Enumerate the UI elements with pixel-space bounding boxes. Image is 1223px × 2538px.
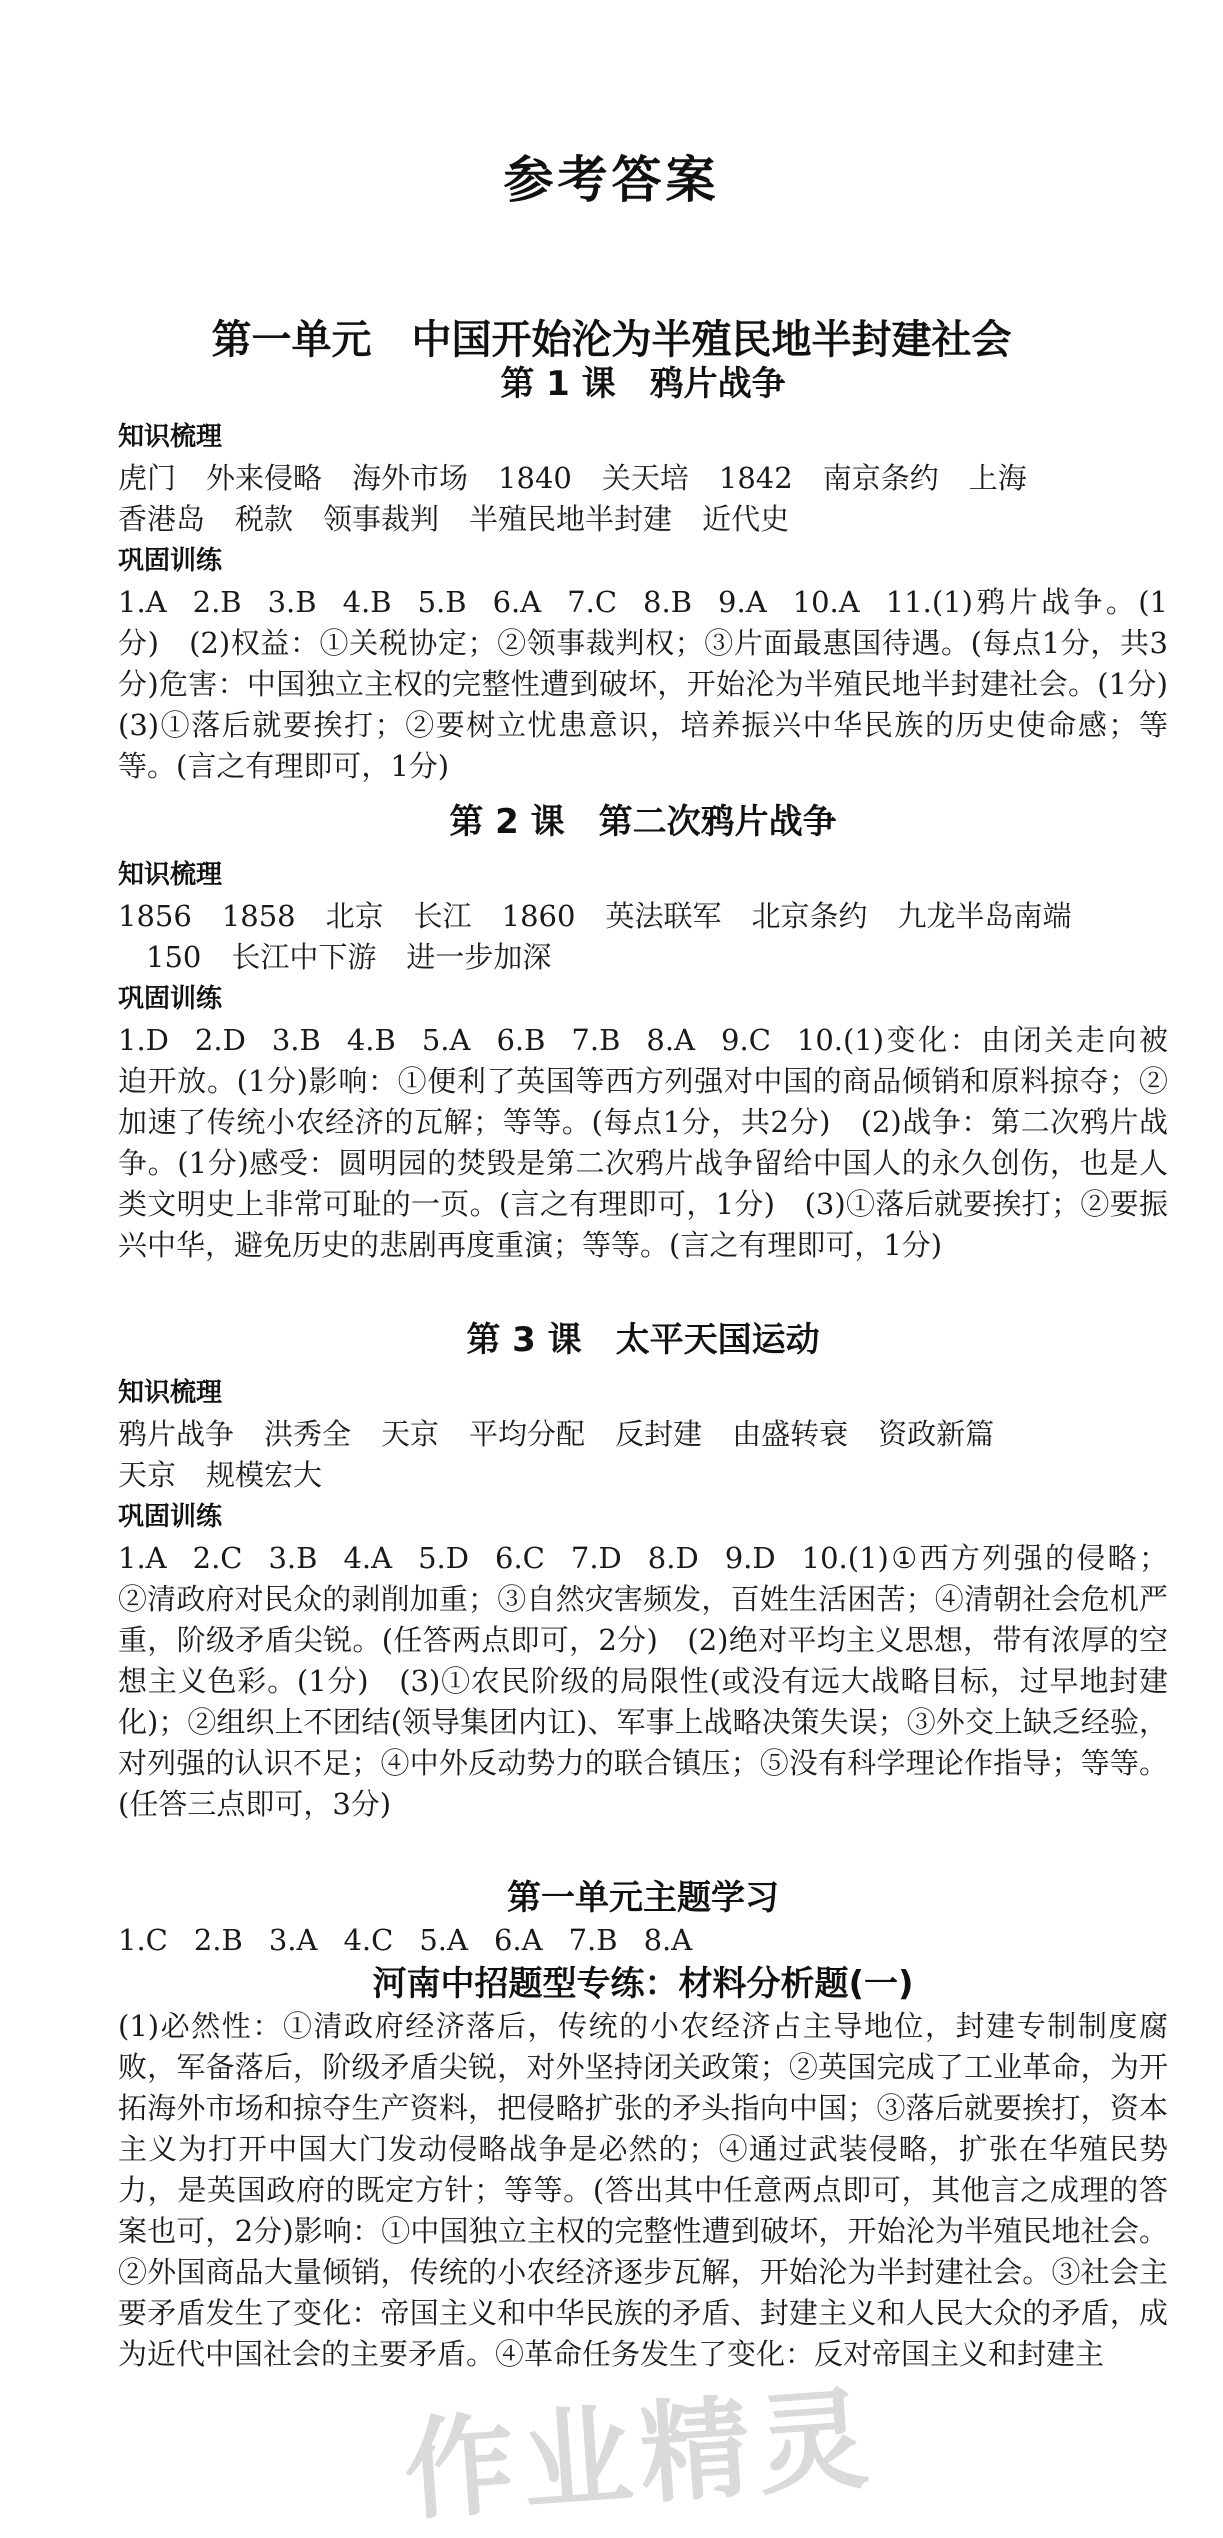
theme-study-title: 第一单元主题学习: [507, 1878, 779, 1918]
mc-answer: 3.B: [267, 585, 317, 619]
keyword: 150: [146, 940, 202, 974]
mc-answer: 8.D: [647, 1541, 699, 1575]
lesson-3-keywords-line2: [118, 1455, 1168, 1496]
keyword: 1840: [498, 461, 572, 495]
lesson-3-title: 第 3 课 太平天国运动: [466, 1320, 820, 1360]
lesson-2-title: 第 2 课 第二次鸦片战争: [449, 802, 837, 842]
keyword: 九龙半岛南端: [897, 899, 1072, 933]
mc-answer: 7.B: [568, 1923, 618, 1957]
mc-answer: 2.B: [193, 1923, 243, 1957]
mc-answer: 2.D: [194, 1023, 246, 1057]
mc-answer: 6.A: [492, 585, 542, 619]
mc-answer: 7.B: [571, 1023, 621, 1057]
mc-answer: 4.A: [343, 1541, 393, 1575]
lesson-3-section: [118, 1318, 1168, 1825]
mc-answer: 5.A: [419, 1923, 468, 1957]
lesson-2-section: [118, 800, 1168, 1266]
mc-answer: 2.B: [192, 585, 242, 619]
henan-answer-text: (1)必然性：①清政府经济落后，传统的小农经济占主导地位，封建专制制度腐败，军备落后，阶级矛盾尖锐，对外坚持闭关政策；②英国完成了工业革命，为开拓海外市场和掠夺生产资料，把侵略扩张的矛头指向中国；③落后就要挨打，资本主义为打开中国大门发动侵略战争是必然的；④通过武装侵略，扩张在华殖民势力，是英国政府的既定方针；等等。(答出其中任意两点即可，其他言之成理的答案也可，2分)影响：①中国独立主权的完整性遭到破坏，开始沦为半殖民地社会。②外国商品大量倾销，传统的小农经济逐步瓦解，开始沦为半封建社会。③社会主要矛盾发生了变化：帝国主义和中华民族的矛盾、封建主义和人民大众的矛盾，成为近代中国社会的主要矛盾。④革命任务发生了变化：反对帝国主义和封建主: [118, 2009, 1168, 2371]
mc-answer: 6.A: [493, 1923, 543, 1957]
q11-answer: 11.(1)鸦片战争。(1分) (2)权益：①关税协定；②领事裁判权；③片面最惠国待遇。(每点1分，共3分)危害：中国独立主权的完整性遭到破坏，开始沦为半殖民地半封建社会。(1分) (3)①落后就要挨打；②要树立忧患意识，培养振兴中华民族的历史使命感；等等。(言之有理即可，1分): [118, 585, 1198, 783]
keyword: 平均分配: [469, 1417, 586, 1451]
lesson-3-keywords-line1: [118, 1414, 1168, 1455]
keyword: 虎门: [118, 461, 177, 495]
keyword: 1860: [501, 899, 576, 933]
lesson-1-title: 第 1 课 鸦片战争: [500, 364, 786, 404]
mc-answer: 3.A: [268, 1923, 318, 1957]
mc-answer: 5.D: [418, 1541, 470, 1575]
keyword: 北京: [325, 899, 384, 933]
mc-answer: 5.A: [421, 1023, 471, 1057]
lesson-1-keywords-line1: [118, 458, 1168, 499]
lesson-1-keywords-line2: [118, 499, 1168, 540]
mc-answer: 4.B: [342, 585, 392, 619]
lesson-2-answers: [118, 1020, 1168, 1266]
keyword: 资政新篇: [878, 1417, 995, 1451]
q10-answer: 10.(1)变化：由闭关走向被迫开放。(1分)影响：①便利了英国等西方列强对中国的商品倾销和原料掠夺；②加速了传统小农经济的瓦解；等等。(每点1分，共2分) (2)战争：第二次鸦片战争。(1分)感受：圆明园的焚毁是第二次鸦片战争留给中国人的永久创伤，也是人类文明史上非常可耻的一页。(言之有理即可，1分) (3)①落后就要挨打；②要振兴中华，避免历史的悲剧再度重演；等等。(言之有理即可，1分): [118, 1023, 1168, 1262]
keyword: 1858: [221, 899, 296, 933]
keyword: 上海: [968, 461, 1027, 495]
theme-study-section: [118, 1876, 1168, 1961]
mc-answer: 9.C: [721, 1023, 771, 1057]
keyword: 长江: [413, 899, 472, 933]
unit-title: 第一单元 中国开始沦为半殖民地半封建社会: [211, 317, 1012, 363]
mc-answer: 4.C: [343, 1923, 394, 1957]
mc-answer: 9.A: [718, 585, 767, 619]
mc-answer: 7.D: [570, 1541, 622, 1575]
lesson-1-answers: [118, 582, 1198, 787]
keyword: 洪秀全: [264, 1417, 352, 1451]
q10-answer: 10.(1)①西方列强的侵略；②清政府对民众的剥削加重；③自然灾害频发，百姓生活困苦；④清朝社会危机严重，阶级矛盾尖锐。(任答两点即可，2分) (2)绝对平均主义思想，带有浓厚的空想主义色彩。(1分) (3)①农民阶级的局限性(或没有远大战略目标，过早地封建化)；②组织上不团结(领导集团内讧)、军事上战略决策失误；③外交上缺乏经验，对列强的认识不足；④中外反动势力的联合镇压；⑤没有科学理论作指导；等等。(任答三点即可，3分): [118, 1541, 1168, 1821]
mc-answer: 3.B: [268, 1541, 318, 1575]
page-title: 参考答案: [503, 151, 720, 209]
mc-answer: 1.A: [118, 1541, 167, 1575]
keyword: 税款: [235, 502, 294, 536]
keyword: 近代史: [702, 502, 790, 536]
theme-study-answers: [118, 1920, 1168, 1961]
keyword: 1842: [718, 461, 793, 495]
keyword: 规模宏大: [206, 1458, 323, 1492]
mc-answer: 10.A: [792, 585, 860, 619]
lesson-2-keywords-line2: [118, 937, 1168, 978]
keyword: 海外市场: [352, 461, 469, 495]
lesson-3-answers: [118, 1538, 1168, 1825]
keyword: 反封建: [615, 1417, 703, 1451]
mc-answer: 8.A: [646, 1023, 696, 1057]
mc-answer: 1.A: [118, 585, 167, 619]
keyword: 外来侵略: [206, 461, 323, 495]
mc-answer: 6.C: [495, 1541, 545, 1575]
lesson-3-gonggu-head: 巩固训练: [118, 1502, 223, 1532]
mc-answer: 6.B: [496, 1023, 546, 1057]
henan-title: 河南中招题型专练：材料分析题(一): [372, 1964, 914, 2004]
keyword: 英法联军: [605, 899, 722, 933]
mc-answer: 7.C: [567, 585, 618, 619]
keyword: 1856: [118, 899, 192, 933]
keyword: 长江中下游: [231, 940, 377, 974]
mc-answer: 8.B: [643, 585, 693, 619]
keyword: 进一步加深: [406, 940, 552, 974]
keyword: 领事裁判: [323, 502, 440, 536]
watermark-logo: 作业精灵: [400, 2374, 880, 2536]
mc-answer: 8.A: [643, 1923, 693, 1957]
lesson-2-zhishi-head: 知识梳理: [118, 860, 223, 890]
lesson-1-section: [118, 362, 1198, 787]
keyword: 半殖民地半封建: [469, 502, 673, 536]
henan-section: [118, 1962, 1168, 2375]
mc-answer: 4.B: [346, 1023, 396, 1057]
lesson-1-zhishi-head: 知识梳理: [118, 422, 223, 452]
mc-answer: 1.C: [118, 1923, 168, 1957]
keyword: 天京: [381, 1417, 440, 1451]
keyword: 天京: [118, 1458, 177, 1492]
mc-answer: 2.C: [192, 1541, 243, 1575]
keyword: 关天培: [601, 461, 689, 495]
keyword: 南京条约: [822, 461, 939, 495]
mc-answer: 1.D: [118, 1023, 169, 1057]
keyword: 鸦片战争: [118, 1417, 235, 1451]
mc-answer: 3.B: [271, 1023, 321, 1057]
mc-answer: 9.D: [724, 1541, 776, 1575]
lesson-2-keywords-line1: [118, 896, 1168, 937]
lesson-2-gonggu-head: 巩固训练: [118, 984, 223, 1014]
keyword: 北京条约: [751, 899, 868, 933]
lesson-3-zhishi-head: 知识梳理: [118, 1378, 223, 1408]
keyword: 香港岛: [118, 502, 206, 536]
lesson-1-gonggu-head: 巩固训练: [118, 546, 223, 576]
keyword: 由盛转衰: [732, 1417, 849, 1451]
mc-answer: 5.B: [417, 585, 467, 619]
